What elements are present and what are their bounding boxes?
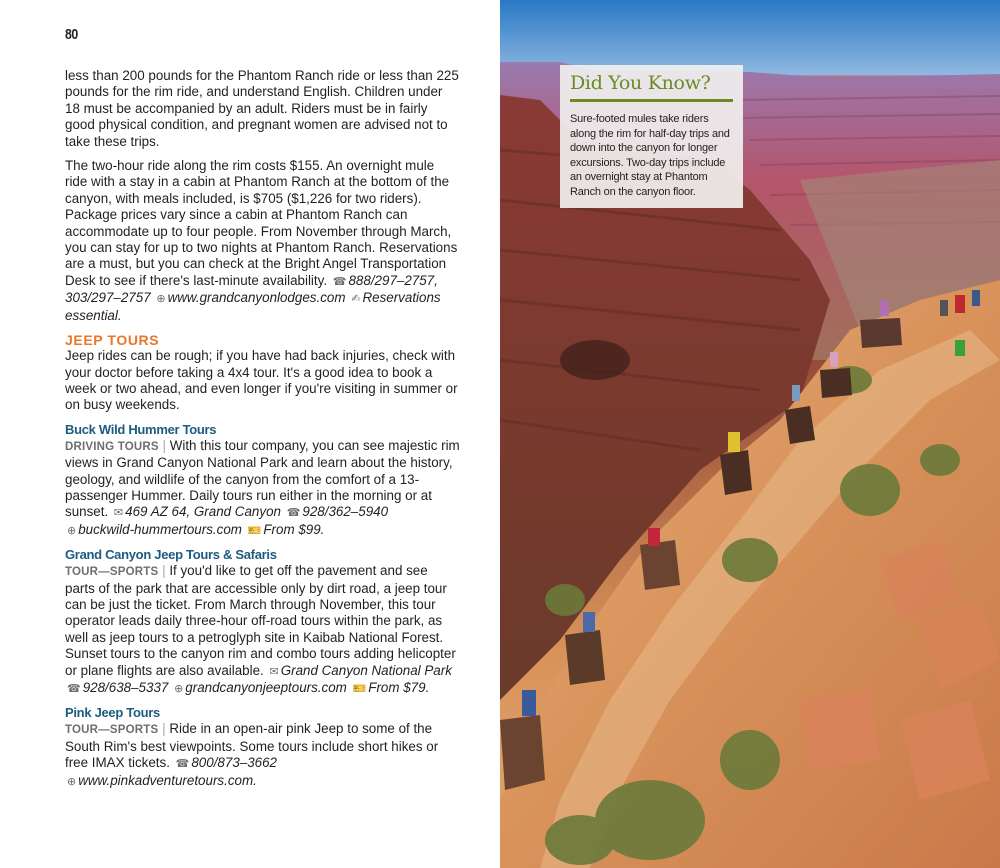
listing-phone: 928/362–5940 (302, 504, 389, 520)
callout-title: Did You Know? (570, 72, 711, 94)
listing-name: Grand Canyon Jeep Tours & Safaris (65, 547, 277, 563)
listing-description: If you'd like to get off the pavement and see parts of the park that are accessible only by dirt road, a jeep tour can be just the ticket. From March through November, this tour operator leads daily three-hour off-road tours within the park, as well as jeep tours to a petroglyph site in Kaibab National Forest. Sunset tours to the canyon rim and combo tours adding helicopter or plane flights are also available. (65, 563, 456, 678)
globe-icon: ⊕ (67, 775, 77, 788)
phone-icon: ☎ (286, 507, 301, 520)
did-you-know-callout (560, 65, 743, 208)
listing-price: From $99. (263, 521, 325, 537)
listing-grand-canyon-jeep (65, 547, 460, 697)
listing-phone: 800/873–3662 (191, 755, 277, 771)
category-separator: | (162, 563, 166, 579)
listing-pink-jeep (65, 705, 460, 790)
ticket-icon: 🎫 (247, 524, 262, 537)
callout-body: Sure-footed mules take riders along the rim for half-day trips and down into the canyon for longer excursions. Two-day trips include an overnight stay at Phantom Ranch on the canyon floor. (570, 113, 730, 198)
section-heading-jeep-tours: JEEP TOURS (65, 332, 160, 349)
listing-body (65, 563, 460, 697)
listing-website[interactable]: buckwild-hummertours.com (78, 521, 242, 537)
listing-category: DRIVING TOURS (65, 440, 159, 453)
listing-phone: 928/638–5337 (82, 680, 169, 695)
globe-icon: ⊕ (67, 524, 77, 537)
listing-address: Grand Canyon National Park (280, 662, 452, 678)
listing-price: From $79. (368, 680, 430, 695)
listing-description: With this tour company, you can see majestic rim views in Grand Canyon National Park and learn about the history, geology, and wildlife of the canyon from the comfort of a 13-passenger Hummer. Daily tours run either in the morning or at sunset. (65, 437, 460, 520)
globe-icon: ⊕ (156, 293, 166, 306)
listing-address: 469 AZ 64, Grand Canyon (125, 504, 281, 520)
phone-number: 888/297–2757, 303/297–2757 (65, 272, 438, 306)
listing-buck-wild (65, 422, 460, 539)
mule-pricing-text: The two-hour ride along the rim costs $155. An overnight mule ride with a stay in a cabin at Phantom Ranch at the bottom of the canyon, with meals included, is $705 ($1,226 for two riders). Package prices vary since a cabin at Phantom Ranch can accommodate up to four people. From November through March, you can stay for up to two nights at Phantom Ranch. Reservations are a must, but you can check at the Bright Angel Transportation Desk to see if there's last-minute availability. (65, 158, 458, 288)
globe-icon: ⊕ (174, 683, 184, 695)
page-number: 80 (65, 26, 78, 43)
listing-website[interactable]: grandcanyonjeeptours.com (185, 680, 347, 695)
address-envelope-icon: ✉ (113, 507, 124, 520)
listing-body (65, 721, 460, 790)
callout-divider (570, 99, 733, 102)
paragraph-mule-requirements: less than 200 pounds for the Phantom Ranch ride or less than 225 pounds for the rim ride, and understand English. Children under 18 must be accompanied by an adult. Riders must be in fairly good physical condition, and pregnant women are advised not to take these trips. (65, 68, 459, 149)
listing-category: TOUR—SPORTS (65, 724, 159, 737)
listing-category: TOUR—SPORTS (65, 566, 159, 579)
listing-body (65, 438, 460, 539)
listing-website[interactable]: www.pinkadventuretours.com. (78, 772, 257, 788)
phone-icon: ☎ (175, 758, 190, 771)
website-link[interactable]: www.grandcanyonlodges.com (167, 290, 346, 306)
ticket-icon: 🎫 (352, 683, 367, 695)
reservations-hand-icon: ✍ (351, 293, 361, 306)
text-column (65, 68, 460, 798)
category-separator: | (162, 437, 166, 453)
listing-description: Ride in an open-air pink Jeep to some of the South Rim's best viewpoints. Some tours include short hikes or free IMAX tickets. (65, 721, 439, 771)
phone-icon: ☎ (332, 275, 347, 288)
reservations-note: Reservations essential. (65, 290, 441, 323)
listing-name: Pink Jeep Tours (65, 705, 160, 721)
category-separator: | (162, 721, 166, 737)
jeep-tours-intro: Jeep rides can be rough; if you have had back injuries, check with your doctor before taking a 4x4 tour. It's a good idea to book a week or two ahead, and even longer if you're visiting in summer or on busy weekends. (65, 348, 458, 413)
paragraph-mule-pricing (65, 158, 460, 324)
phone-icon: ☎ (67, 683, 81, 695)
address-envelope-icon: ✉ (269, 665, 279, 678)
listing-name: Buck Wild Hummer Tours (65, 421, 217, 437)
